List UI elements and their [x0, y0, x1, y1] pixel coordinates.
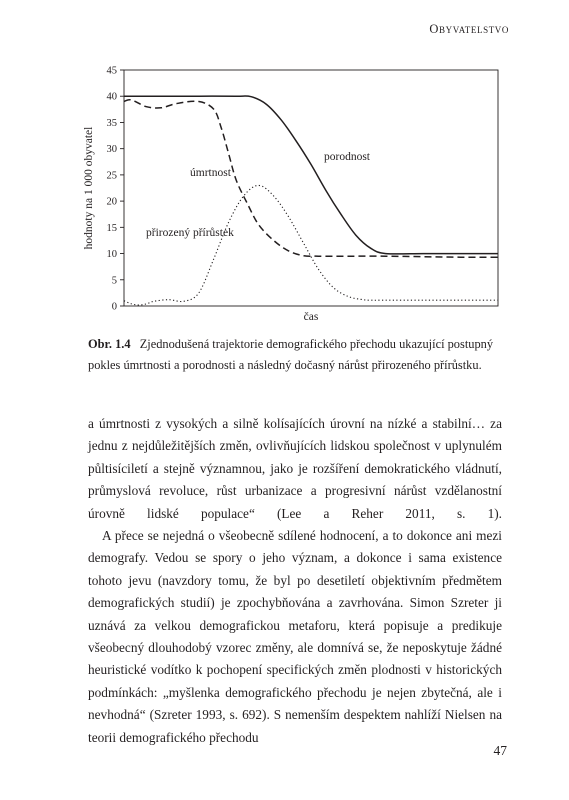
y-tick-label: 35 [106, 117, 117, 129]
label-umrtnost: úmrtnost [190, 167, 231, 179]
y-tick-label: 40 [106, 91, 117, 103]
y-axis-ticks [107, 66, 125, 313]
y-tick-label: 20 [106, 196, 117, 208]
paragraph-2: A přece se nejedná o všeobecně sdílené hodnocení, a to dokonce ani mezi demografy. Vedou se spory o jeho význam, a dokonce i sama existence tohoto jevu (navzdory tomu, že byl po desetiletí objektivním předmětem demografických studií) je zpochybňována a zavrhována. Simon Szreter ji uznává za velkou demografickou metaforu, která popisuje a predikuje všeobecný dlouhodobý vzorec změny, ale domnívá se, že neposkytuje žádné heuristické vodítko k pochopení specifických změn plodnosti v historických podmínkách: „myšlenka demografického přechodu je nejen zbytečná, ale i nevhodná“ (Szreter 1993, s. 692). S nemenším despektem nahlíží Nielsen na teorii demografického přechodu [88, 528, 502, 745]
y-tick-label: 15 [106, 222, 117, 234]
figure-caption-text: Zjednodušená trajektorie demografického přechodu ukazující postupný pokles úmrtnosti a porodnosti a následný dočasný nárůst přirozeného přírůstku. [88, 337, 494, 372]
label-porodnost: porodnost [324, 151, 370, 163]
plot-frame [124, 70, 498, 306]
series-line-2 [124, 185, 498, 305]
running-head: Obyvatelstvo [429, 22, 509, 36]
y-tick-label: 0 [111, 301, 117, 313]
figure-caption [88, 334, 508, 376]
body-text [88, 413, 502, 749]
y-tick-label: 45 [106, 65, 117, 77]
series-layer [124, 96, 498, 305]
demographic-transition-chart [74, 56, 504, 326]
page-number: 47 [493, 743, 507, 758]
label-prirozeny-prirustek: přirozený přírůstek [146, 227, 234, 239]
y-tick-label: 10 [106, 249, 117, 261]
y-tick-label: 30 [106, 144, 117, 156]
figure-caption-label: Obr. 1.4 [88, 337, 131, 351]
x-axis-label: čas [303, 311, 319, 323]
y-axis-label: hodnoty na 1 000 obyvatel [83, 126, 95, 250]
y-tick-label: 5 [111, 275, 117, 287]
y-tick-label: 25 [106, 170, 117, 182]
paragraph-1: a úmrtnosti z vysokých a silně kolísajících úrovní na nízké a stabilní… za jednu z nejdůležitějších změn, ovlivňujících lidskou společnost v uplynulém půltisíciletí a stejně významnou, jako je rozšíření demokratického vládnutí, průmyslová revoluce, růst urbanizace a progresivní nárůst vzdělanostní úrovně lidské populace“ (Lee a Reher 2011, s. 1). [88, 416, 502, 521]
